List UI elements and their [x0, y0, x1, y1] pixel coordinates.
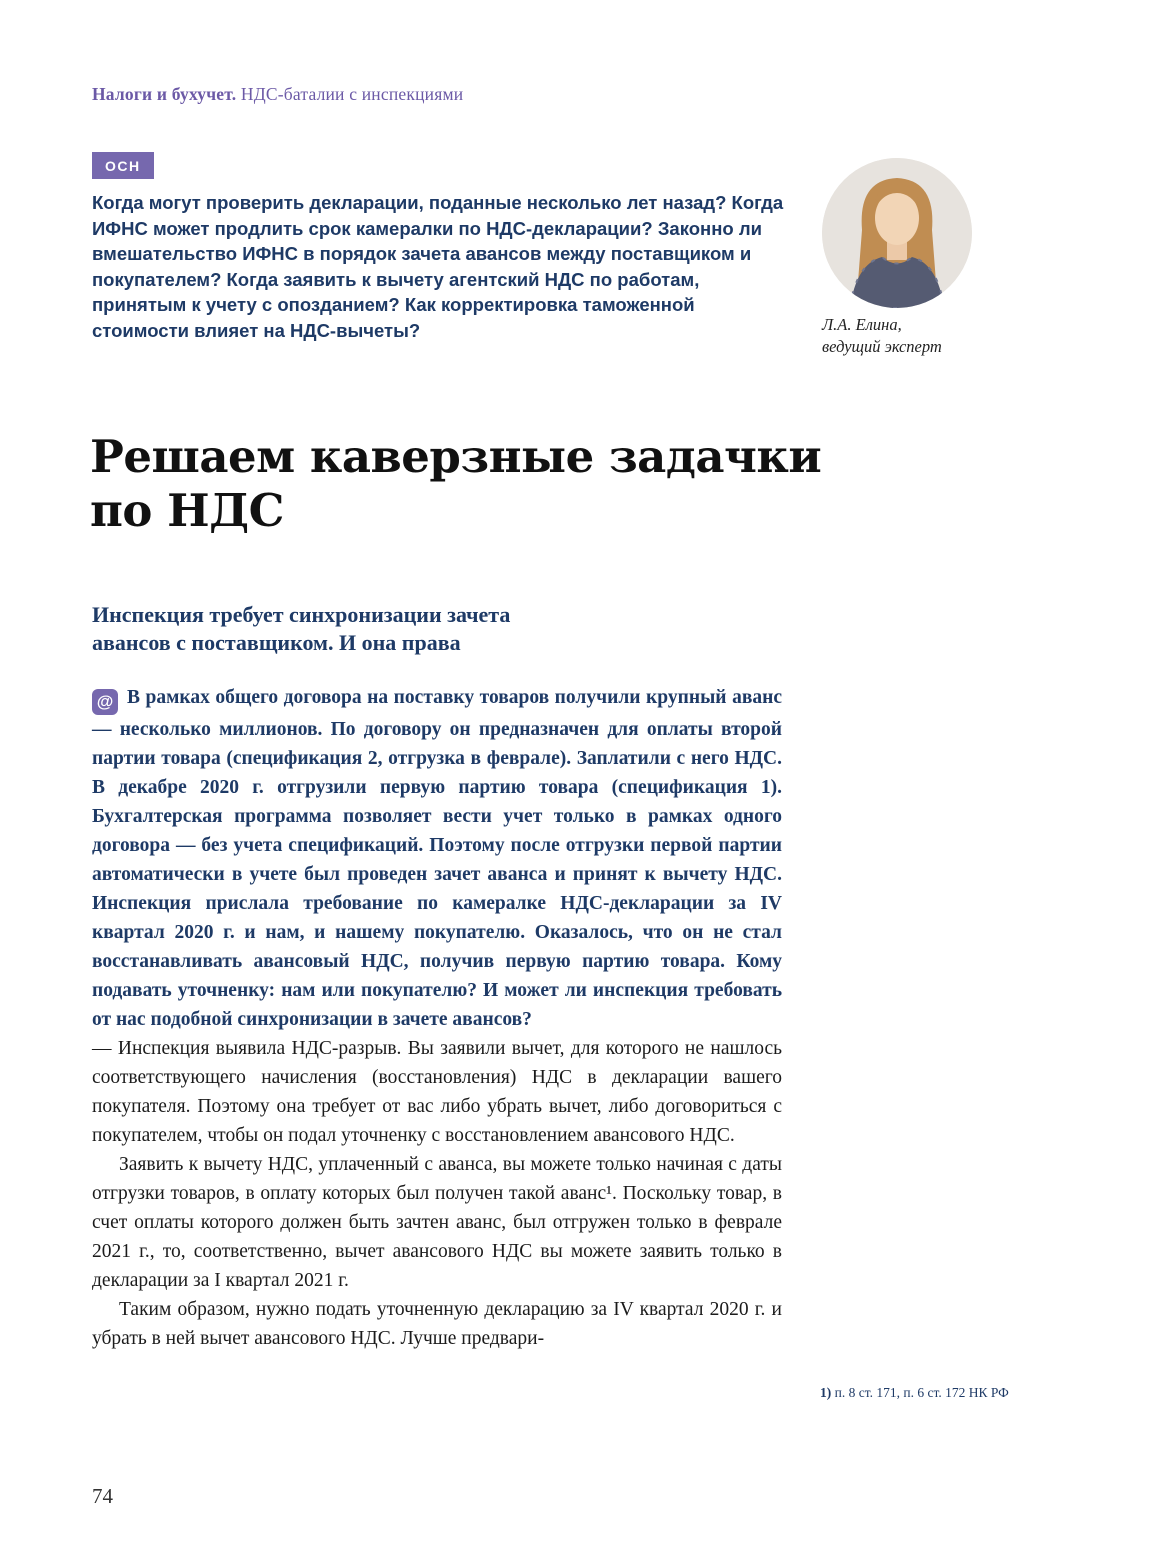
author-role: ведущий эксперт: [822, 337, 942, 356]
lead-paragraph: Когда могут проверить декларации, поданные несколько лет назад? Когда ИФНС может продлить срок камералки по НДС-декларации? Законно ли вмешательство ИФНС в порядок зачета авансов между поставщиком и покупателем? Когда заявить к вычету агентский НДС по работам, принятым к учету с опозданием? Как корректировка таможенной стоимости влияет на НДС-вычеты?: [92, 192, 784, 341]
reader-question-text: В рамках общего договора на поставку товаров получили крупный аванс — несколько миллионов. По договору он предназначен для оплаты второй партии товара (спецификация 2, отгрузка в феврале). Заплатили с него НДС. В декабре 2020 г. отгрузили первую партию товара (спецификация 1). Бухгалтерская программа позволяет вести учет только в рамках одного договора — без учета спецификаций. Поэтому после отгрузки первой партии автоматически в учете был проведен зачет аванса и принят к вычету НДС. Инспекция прислала требование по камералке НДС-декларации за IV квартал 2020 г. и нам, и нашему покупателю. Оказалось, что он не стал восстанавливать авансовый НДС, получив первую партию товара. Кому подавать уточненку: нам или покупателю? И может ли инспекция требовать от нас подобной синхронизации в зачете авансов?: [92, 687, 782, 1030]
section-topic: НДС-баталии с инспекциями: [236, 84, 464, 104]
answer-paragraph-2: Заявить к вычету НДС, уплаченный с аванса, вы можете только начиная с даты отгрузки товаров, в оплату которых был получен такой аванс¹. Поскольку товар, в счет оплаты которого должен быть зачтен аванс, был отгружен только в феврале 2021 г., то, соответственно, вычет авансового НДС вы можете заявить только в декларации за I квартал 2021 г.: [92, 1154, 782, 1291]
article-title-line1: Решаем каверзные задачки: [90, 430, 822, 483]
footnote: [820, 1384, 1080, 1402]
footnote-marker: 1): [820, 1385, 832, 1400]
tax-regime-badge: ОСН: [92, 152, 154, 179]
article-subheading-line2: авансов с поставщиком. И она права: [92, 630, 461, 655]
section-kicker: [92, 84, 463, 105]
article-subheading-line1: Инспекция требует синхронизации зачета: [92, 602, 511, 627]
author-photo: [822, 158, 972, 308]
article-body: [92, 601, 782, 1353]
article-title: [90, 430, 821, 538]
footnote-text: п. 8 ст. 171, п. 6 ст. 172 НК РФ: [831, 1385, 1009, 1400]
author-caption: [822, 314, 942, 358]
author-name: Л.А. Елина,: [822, 315, 902, 334]
reader-question: [92, 683, 782, 1034]
answer-paragraph-3: Таким образом, нужно подать уточненную декларацию за IV квартал 2020 г. и убрать в ней вычет авансового НДС. Лучше предвари-: [92, 1299, 782, 1349]
article-title-line2: по НДС: [90, 484, 284, 537]
author-portrait-illustration: [822, 158, 972, 308]
page-number: 74: [92, 1484, 113, 1508]
section-name: Налоги и бухучет.: [92, 84, 237, 104]
article-subheading: [92, 601, 782, 657]
reader-question-at-icon: @: [92, 689, 118, 715]
answer-paragraph-1: — Инспекция выявила НДС-разрыв. Вы заявили вычет, для которого не нашлось соответствующего начисления (восстановления) НДС в декларации вашего покупателя. Поэтому она требует от вас либо убрать вычет, либо договориться с покупателем, чтобы он подал уточненку с восстановлением авансового НДС.: [92, 1038, 782, 1146]
